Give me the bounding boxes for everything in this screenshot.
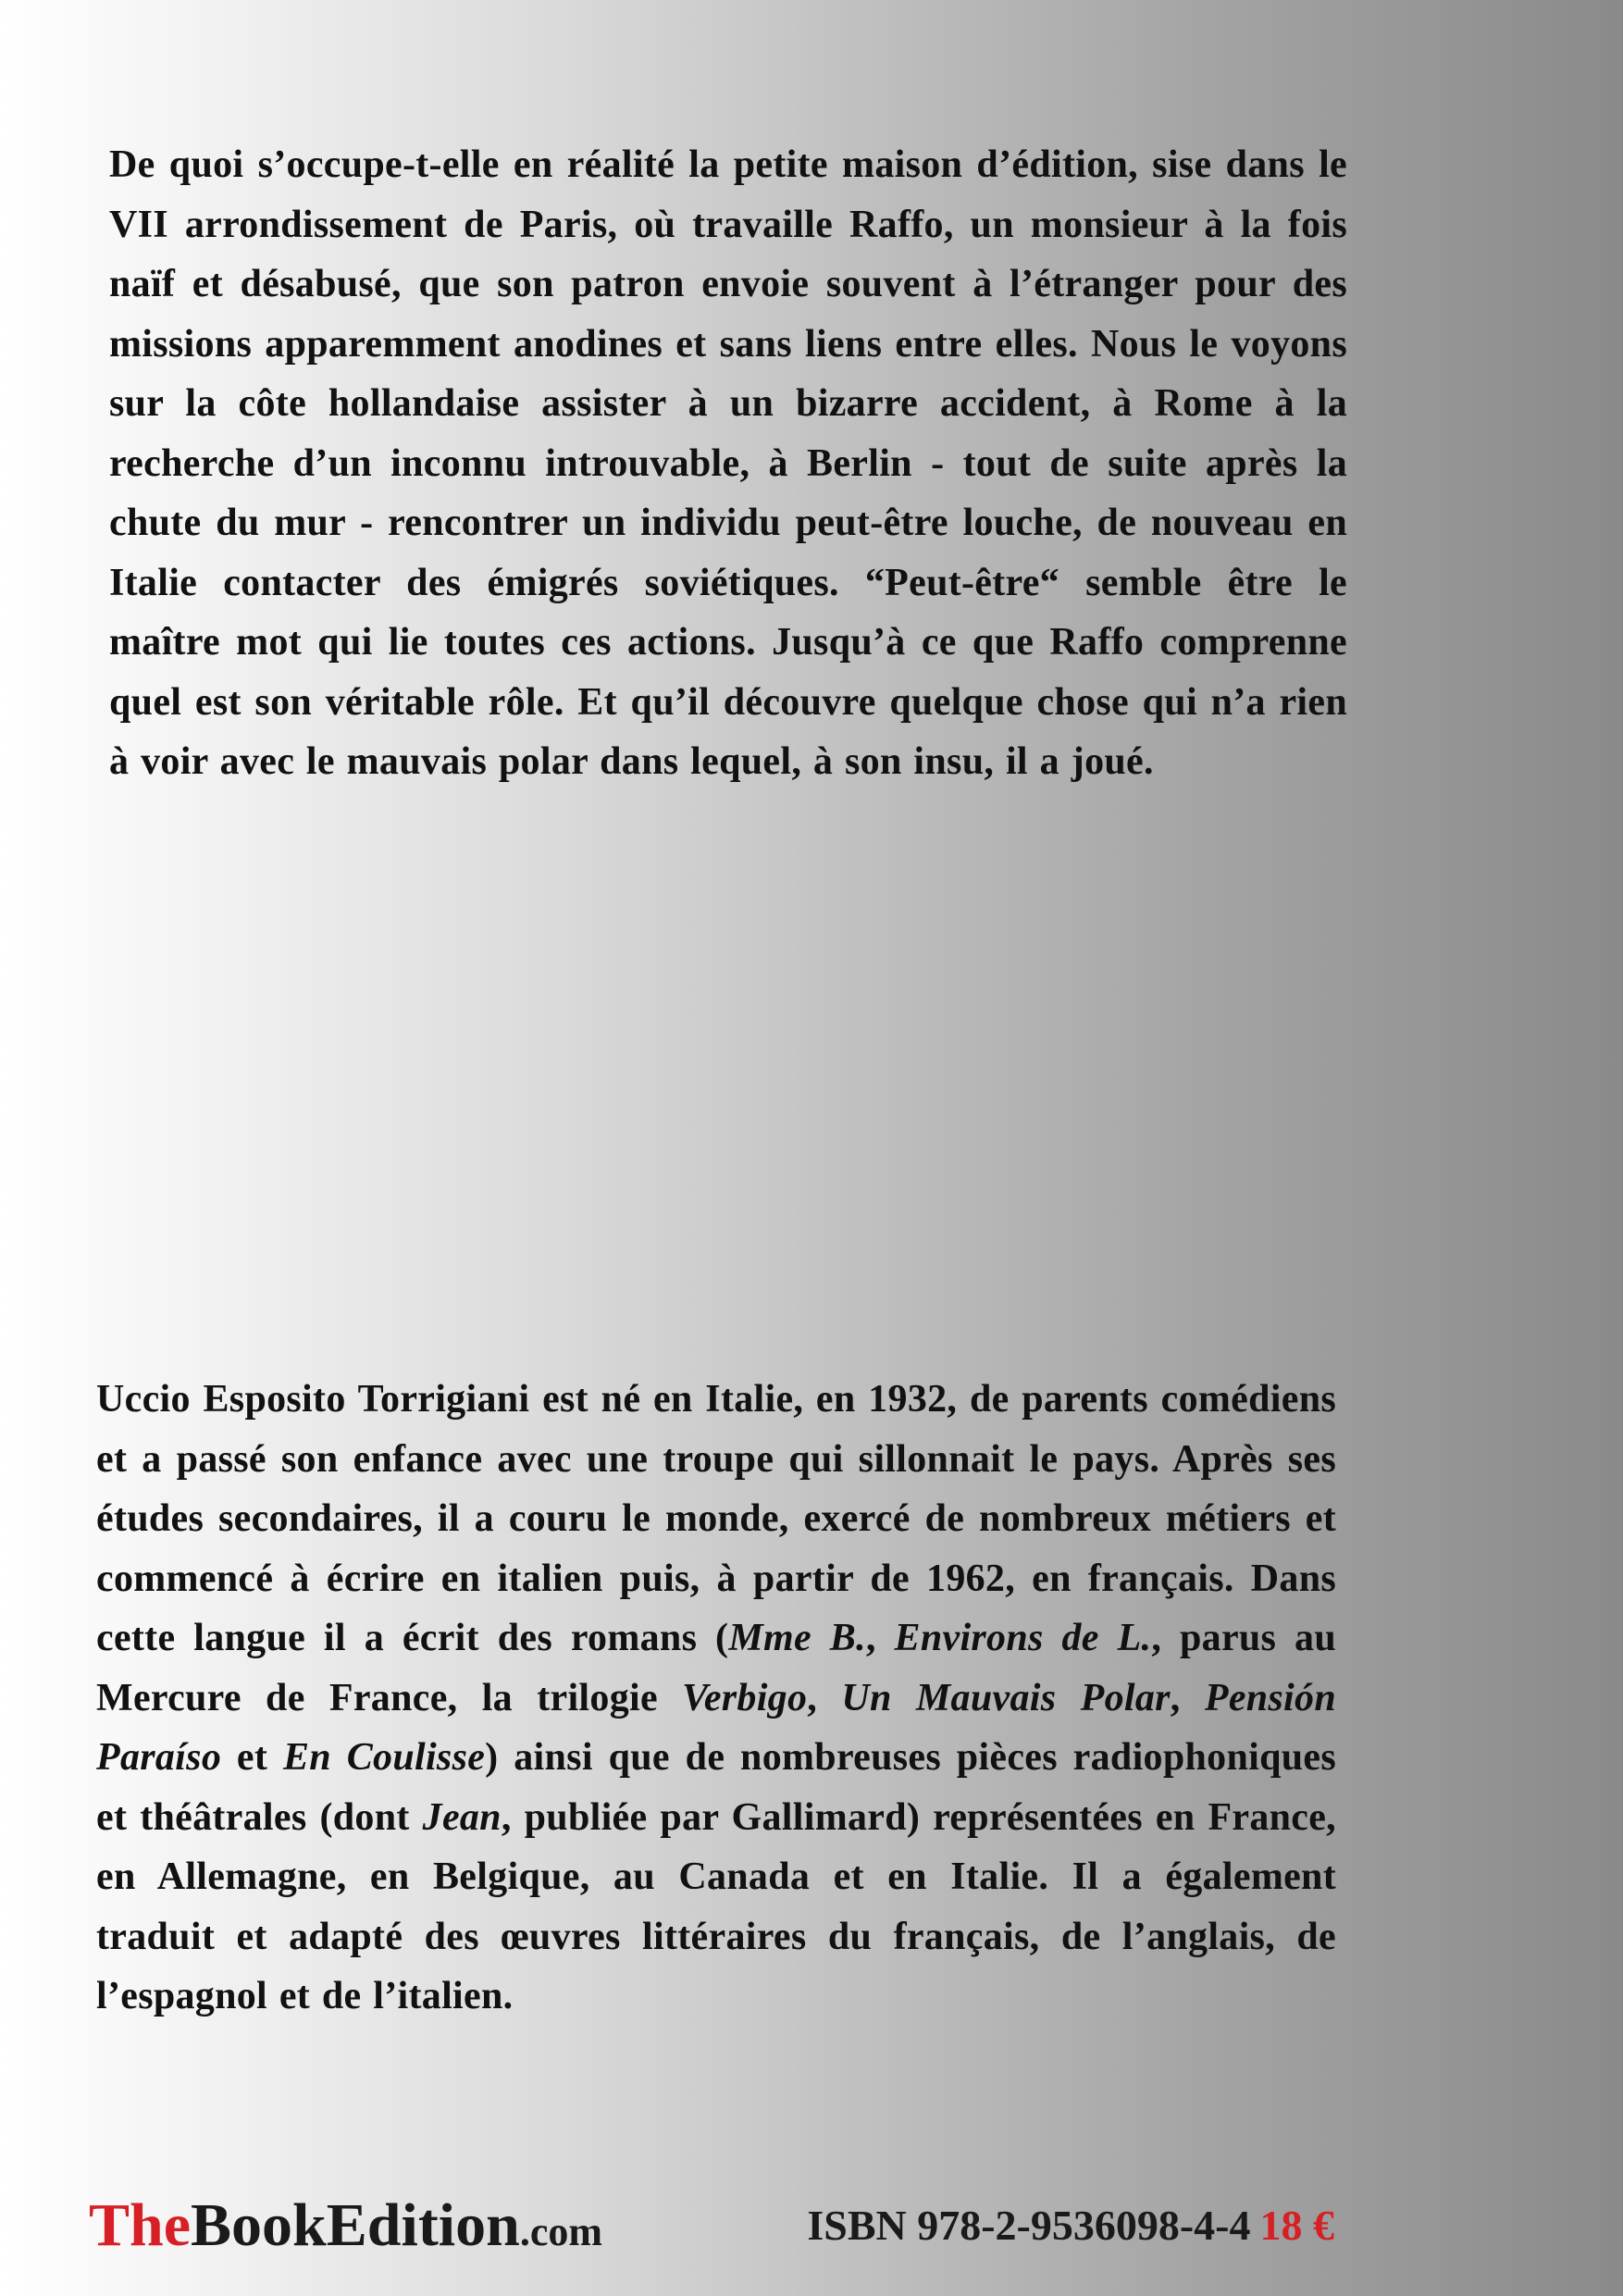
bio-text: ) ainsi que de nombreuses pièces radiophoniques et théâtrales (dont — [96, 1736, 1336, 1839]
book-title: Un Mauvais Polar — [841, 1676, 1171, 1719]
book-title: Verbigo — [682, 1676, 808, 1719]
book-title: En Coulisse — [282, 1736, 486, 1779]
book-title: Environs de L. — [894, 1617, 1152, 1659]
bio-text: et — [221, 1736, 283, 1779]
bio-text: , — [865, 1617, 895, 1659]
publisher-logo — [89, 2184, 602, 2274]
bio-text: , publiée par Gallimard) représentées en France, en Allemagne, en Belgique, au Canada et en Italie. Il a également traduit et adapté des œuvres littéraires du français, de l’anglais, de l’espagnol et de l’italien. — [96, 1795, 1336, 2017]
isbn-number: ISBN 978-2-9536098-4-4 — [807, 2202, 1251, 2249]
cover-footer — [89, 2184, 1347, 2267]
publisher-logo-domain: .com — [519, 2209, 603, 2254]
author-bio-paragraph — [96, 1370, 1336, 2027]
synopsis-paragraph: De quoi s’occupe-t-elle en réalité la petite maison d’édition, sise dans le VII arrondissement de Paris, où travaille Raffo, un monsieur à la fois naïf et désabusé, que son patron envoie souvent à l’étranger pour des missions apparemment anodines et sans liens entre elles. Nous le voyons sur la côte hollandaise assister à un bizarre accident, à Rome à la recherche d’un inconnu introuvable, à Berlin - tout de suite après la chute du mur - rencontrer un individu peut-être louche, de nouveau en Italie contacter des émigrés soviétiques. “Peut-être“ semble être le maître mot qui lie toutes ces actions. Jusqu’à ce que Raffo comprenne quel est son véritable rôle. Et qu’il découvre quelque chose qui n’a rien à voir avec le mauvais polar dans lequel, à son insu, il a joué. — [109, 143, 1347, 783]
bio-text: Uccio Esposito Torrigiani est né en Italie, en 1932, de parents comédiens et a passé son enfance avec une troupe qui sillonnait le pays. Après ses études secondaires, il a couru le monde, exercé de nombreux métiers et commencé à écrire en italien puis, à partir de 1962, en français. Dans cette langue il a écrit des romans ( — [96, 1378, 1336, 1659]
book-title: Jean — [422, 1795, 502, 1839]
bio-text: , — [1170, 1676, 1205, 1719]
bio-text: , parus au Mercure de France, la trilogie — [96, 1617, 1337, 1719]
book-title: Pensión Paraíso — [96, 1676, 1336, 1779]
book-title: Mme B. — [728, 1617, 866, 1659]
isbn-price — [807, 2184, 1334, 2267]
price: 18 € — [1259, 2202, 1334, 2249]
publisher-logo-the: The — [89, 2191, 192, 2259]
publisher-logo-name: BookEdition — [191, 2191, 520, 2259]
bio-text: , — [807, 1676, 842, 1719]
